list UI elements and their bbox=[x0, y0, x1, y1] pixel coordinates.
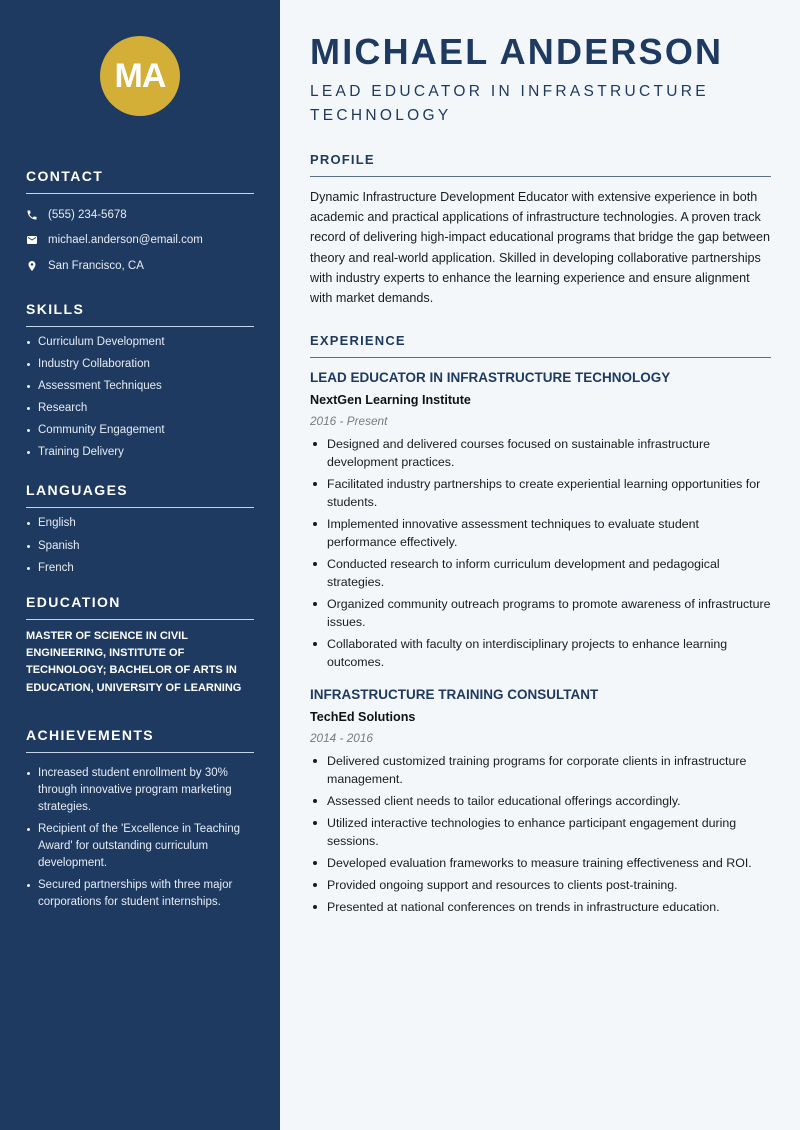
achievement-item: Recipient of the 'Excellence in Teaching Award' for outstanding curriculum development. bbox=[26, 821, 254, 872]
education-section bbox=[26, 594, 254, 697]
job-bullet: Conducted research to inform curriculum development and pedagogical strategies. bbox=[310, 555, 771, 591]
phone-icon bbox=[26, 209, 48, 221]
sidebar bbox=[0, 0, 280, 1130]
profile-section bbox=[310, 152, 771, 308]
contact-phone bbox=[26, 202, 254, 228]
job-bullet: Collaborated with faculty on interdisciplinary projects to enhance learning outcomes. bbox=[310, 635, 771, 671]
education-text: MASTER OF SCIENCE IN CIVIL ENGINEERING, INSTITUTE OF TECHNOLOGY; BACHELOR OF ARTS IN EDUCATION, UNIVERSITY OF LEARNING bbox=[26, 629, 242, 694]
job-title: LEAD EDUCATOR IN INFRASTRUCTURE TECHNOLOGY bbox=[310, 370, 671, 386]
profile-text: Dynamic Infrastructure Development Educator with extensive experience in both academic and practical applications of infrastructure technologies. A proven track record of delivering high-impact educational programs that bridge the gap between theory and real-world application. Skilled in developing collaborative partnerships with industry experts to enhance the learning experience and ensure alignment with market demands. bbox=[310, 190, 770, 306]
languages-heading: LANGUAGES bbox=[26, 482, 254, 508]
skills-list bbox=[26, 335, 254, 461]
profile-heading: PROFILE bbox=[310, 152, 771, 177]
job-dates: 2014 - 2016 bbox=[310, 731, 373, 746]
skill-item: Community Engagement bbox=[26, 423, 254, 438]
job-bullets bbox=[310, 435, 771, 671]
job-company: TechEd Solutions bbox=[310, 710, 416, 725]
language-item: Spanish bbox=[26, 539, 254, 554]
job-bullets bbox=[310, 752, 771, 916]
experience-section bbox=[310, 333, 771, 916]
skills-section bbox=[26, 301, 254, 461]
job-bullet: Utilized interactive technologies to enhance participant engagement during sessions. bbox=[310, 814, 771, 850]
contact-email bbox=[26, 228, 254, 254]
job-bullet: Presented at national conferences on trends in infrastructure education. bbox=[310, 898, 771, 916]
job-bullet: Provided ongoing support and resources to clients post-training. bbox=[310, 876, 771, 894]
language-item: French bbox=[26, 561, 254, 576]
job-bullet: Developed evaluation frameworks to measure training effectiveness and ROI. bbox=[310, 854, 771, 872]
achievements-section bbox=[26, 727, 254, 911]
job-bullet: Assessed client needs to tailor educational offerings accordingly. bbox=[310, 792, 771, 810]
job-bullet: Organized community outreach programs to promote awareness of infrastructure issues. bbox=[310, 595, 771, 631]
contact-heading: CONTACT bbox=[26, 168, 254, 194]
contact-location bbox=[26, 253, 254, 279]
job-bullet: Facilitated industry partnerships to create experiential learning opportunities for students. bbox=[310, 475, 771, 511]
contact-section bbox=[26, 168, 254, 279]
languages-section bbox=[26, 482, 254, 575]
skill-item: Assessment Techniques bbox=[26, 379, 254, 394]
achievement-item: Increased student enrollment by 30% through innovative program marketing strategies. bbox=[26, 765, 254, 816]
skill-item: Curriculum Development bbox=[26, 335, 254, 350]
resume-header bbox=[310, 30, 771, 128]
language-item: English bbox=[26, 516, 254, 531]
achievements-list bbox=[26, 765, 254, 911]
contact-phone-text: (555) 234-5678 bbox=[48, 208, 127, 221]
candidate-name: MICHAEL ANDERSON bbox=[310, 31, 724, 72]
skills-heading: SKILLS bbox=[26, 301, 254, 327]
skill-item: Training Delivery bbox=[26, 445, 254, 460]
email-icon bbox=[26, 234, 48, 246]
main-content bbox=[280, 0, 800, 1130]
job-company: NextGen Learning Institute bbox=[310, 393, 471, 408]
job-bullet: Delivered customized training programs for corporate clients in infrastructure management. bbox=[310, 752, 771, 788]
achievements-heading: ACHIEVEMENTS bbox=[26, 727, 254, 753]
experience-heading: EXPERIENCE bbox=[310, 333, 771, 358]
job-dates: 2016 - Present bbox=[310, 414, 388, 429]
languages-list bbox=[26, 516, 254, 575]
achievement-item: Secured partnerships with three major corporations for student internships. bbox=[26, 877, 254, 911]
job-bullet: Implemented innovative assessment techniques to evaluate student performance effectively. bbox=[310, 515, 771, 551]
skill-item: Industry Collaboration bbox=[26, 357, 254, 372]
avatar-initials: MA bbox=[114, 56, 166, 95]
job-entry bbox=[310, 685, 771, 916]
job-title: INFRASTRUCTURE TRAINING CONSULTANT bbox=[310, 687, 599, 703]
avatar-container bbox=[26, 36, 254, 116]
skill-item: Research bbox=[26, 401, 254, 416]
job-bullet: Designed and delivered courses focused on sustainable infrastructure development practices. bbox=[310, 435, 771, 471]
contact-location-text: San Francisco, CA bbox=[48, 259, 144, 272]
contact-email-text: michael.anderson@email.com bbox=[48, 234, 203, 247]
location-pin-icon bbox=[26, 260, 48, 272]
candidate-title: LEAD EDUCATOR IN INFRASTRUCTURE TECHNOLOGY bbox=[310, 83, 709, 124]
education-heading: EDUCATION bbox=[26, 594, 254, 620]
avatar bbox=[100, 36, 180, 116]
job-entry bbox=[310, 368, 771, 671]
